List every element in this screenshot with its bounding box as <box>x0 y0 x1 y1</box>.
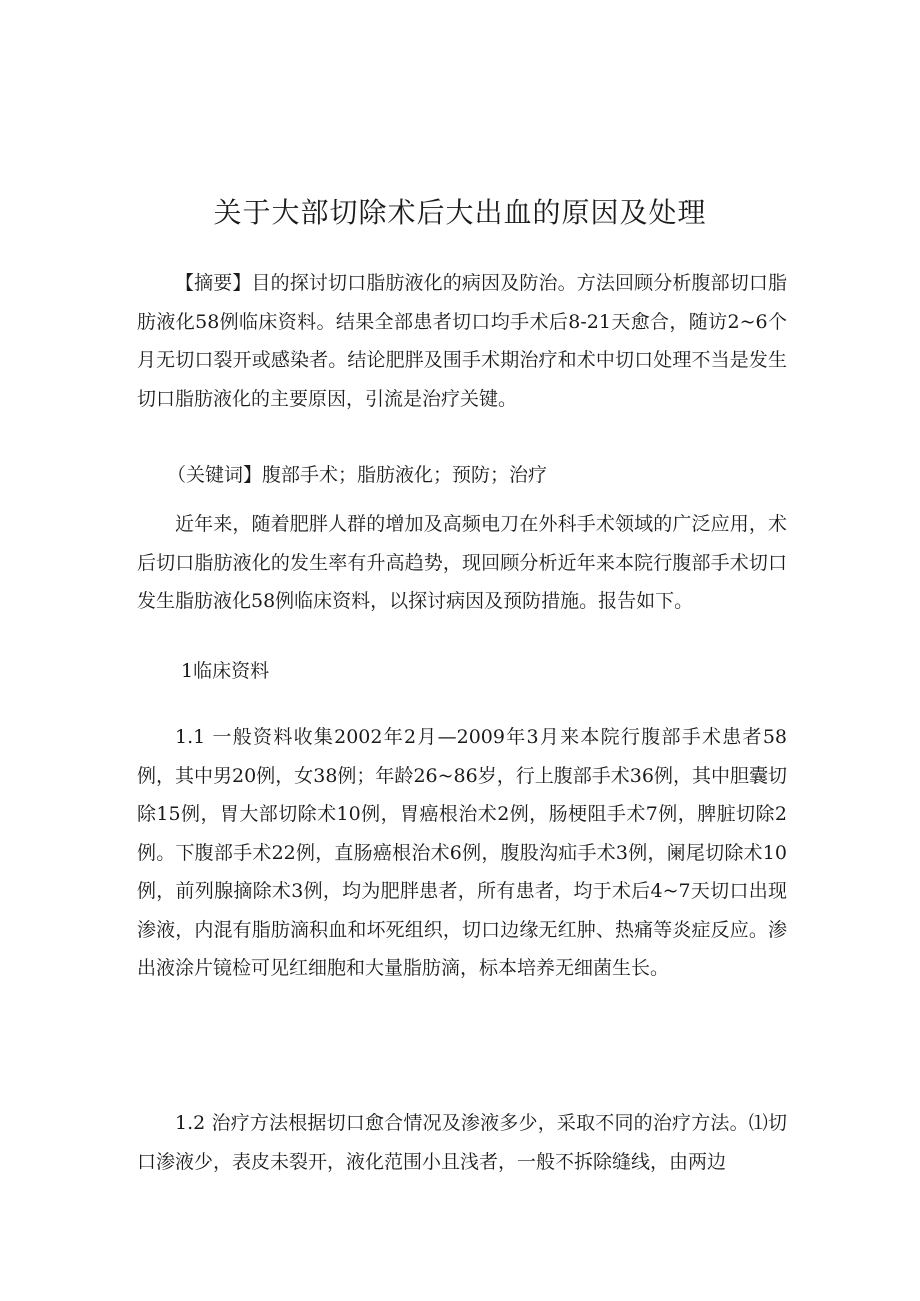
abstract-paragraph: 【摘要】目的探讨切口脂肪液化的病因及防治。方法回顾分析腹部切口脂肪液化58例临床资料。结果全部患者切口均手术后8-21天愈合，随访2~6个月无切口裂开或感染者。结论肥胖及围手术期治疗和术中切口处理不当是发生切口脂肪液化的主要原因，引流是治疗关键。 <box>137 272 787 410</box>
document-title: 关于大部切除术后大出血的原因及处理 <box>213 196 707 229</box>
keywords-paragraph: （关键词】腹部手术；脂肪液化；预防；治疗 <box>167 464 548 486</box>
intro-paragraph: 近年来，随着肥胖人群的增加及高频电刀在外科手术领域的广泛应用，术后切口脂肪液化的发生率有升高趋势，现回顾分析近年来本院行腹部手术切口发生脂肪液化58例临床资料，以探讨病因及预防措施。报告如下。 <box>137 513 787 612</box>
section-1-1-paragraph: 1.1 一般资料收集2002年2月—2009年3月来本院行腹部手术患者58例，其中男20例，女38例；年龄26~86岁，行上腹部手术36例，其中胆囊切除15例，胃大部切除术10例，胃癌根治术2例，肠梗阻手术7例，脾脏切除2例。下腹部手术22例，直肠癌根治术6例，腹股沟疝手术3例，阑尾切除术10例，前列腺摘除术3例，均为肥胖患者，所有患者，均于术后4~7天切口出现渗液，内混有脂肪滴积血和坏死组织，切口边缘无红肿、热痛等炎症反应。渗出液涂片镜检可见红细胞和大量脂肪滴，标本培养无细菌生长。 <box>137 726 787 979</box>
section-1-heading: 1临床资料 <box>181 660 270 682</box>
section-1-2-paragraph: 1.2 治疗方法根据切口愈合情况及渗液多少，采取不同的治疗方法。⑴切口渗液少，表皮未裂开，液化范围小且浅者，一般不拆除缝线，由两边 <box>137 1112 787 1173</box>
